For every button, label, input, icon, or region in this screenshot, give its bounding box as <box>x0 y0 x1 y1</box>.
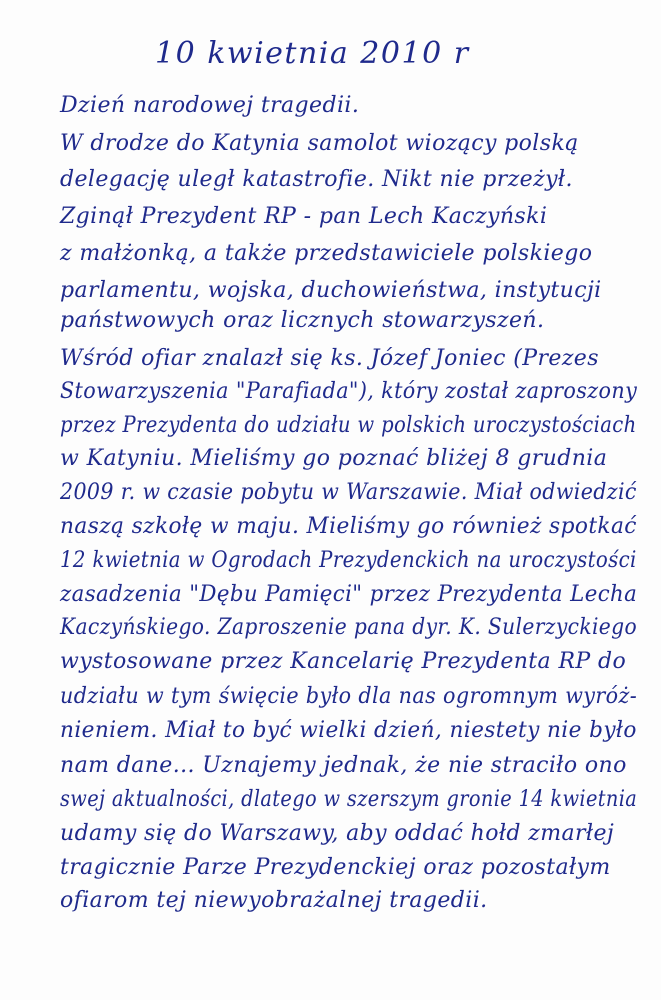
letter-line: przez Prezydenta do udziału w polskich uroczystościach <box>60 413 637 438</box>
letter-line: nam dane... Uznajemy jednak, że nie straciło ono <box>60 753 627 778</box>
letter-line: Stowarzyszenia "Parafiada"), który został zaproszony <box>60 379 638 404</box>
letter-line: delegację uległ katastrofie. Nikt nie przeżył. <box>60 167 573 192</box>
letter-line: 2009 r. w czasie pobytu w Warszawie. Miał odwiedzić <box>60 480 637 505</box>
letter-line: wystosowane przez Kancelarię Prezydenta RP do <box>60 649 627 674</box>
letter-date: 10 kwietnia 2010 r <box>155 36 470 71</box>
letter-line: zasadzenia "Dębu Pamięci" przez Prezydenta Lecha <box>60 582 638 607</box>
letter-line: w Katyniu. Mieliśmy go poznać bliżej 8 grudnia <box>60 446 608 471</box>
letter-line: udziału w tym święcie było dla nas ogromnym wyróż- <box>60 684 638 709</box>
letter-line: Kaczyńskiego. Zaproszenie pana dyr. K. Sulerzyckiego <box>60 615 638 640</box>
letter-line: udamy się do Warszawy, aby oddać hołd zmarłej <box>60 821 615 846</box>
letter-line: parlamentu, wojska, duchowieństwa, instytucji <box>60 278 602 303</box>
letter-line: W drodze do Katynia samolot wiozący polską <box>60 131 579 156</box>
letter-line: 12 kwietnia w Ogrodach Prezydenckich na uroczystości <box>60 548 637 573</box>
letter-line: swej aktualności, dlatego w szerszym gronie 14 kwietnia <box>60 787 638 812</box>
letter-line: państwowych oraz licznych stowarzyszeń. <box>60 308 545 333</box>
letter-line: z małżonką, a także przedstawiciele polskiego <box>60 241 593 266</box>
letter-line: nieniem. Miał to być wielki dzień, niestety nie było <box>60 718 637 743</box>
letter-line: tragicznie Parze Prezydenckiej oraz pozostałym <box>60 855 611 880</box>
letter-line: Wśród ofiar znalazł się ks. Józef Joniec (Prezes <box>60 346 599 371</box>
letter-line: Zginął Prezydent RP - pan Lech Kaczyński <box>60 204 548 229</box>
letter-line: Dzień narodowej tragedii. <box>60 93 360 118</box>
letter-line: ofiarom tej niewyobrażalnej tragedii. <box>60 888 488 913</box>
letter-line: naszą szkołę w maju. Mieliśmy go również spotkać <box>60 514 637 539</box>
